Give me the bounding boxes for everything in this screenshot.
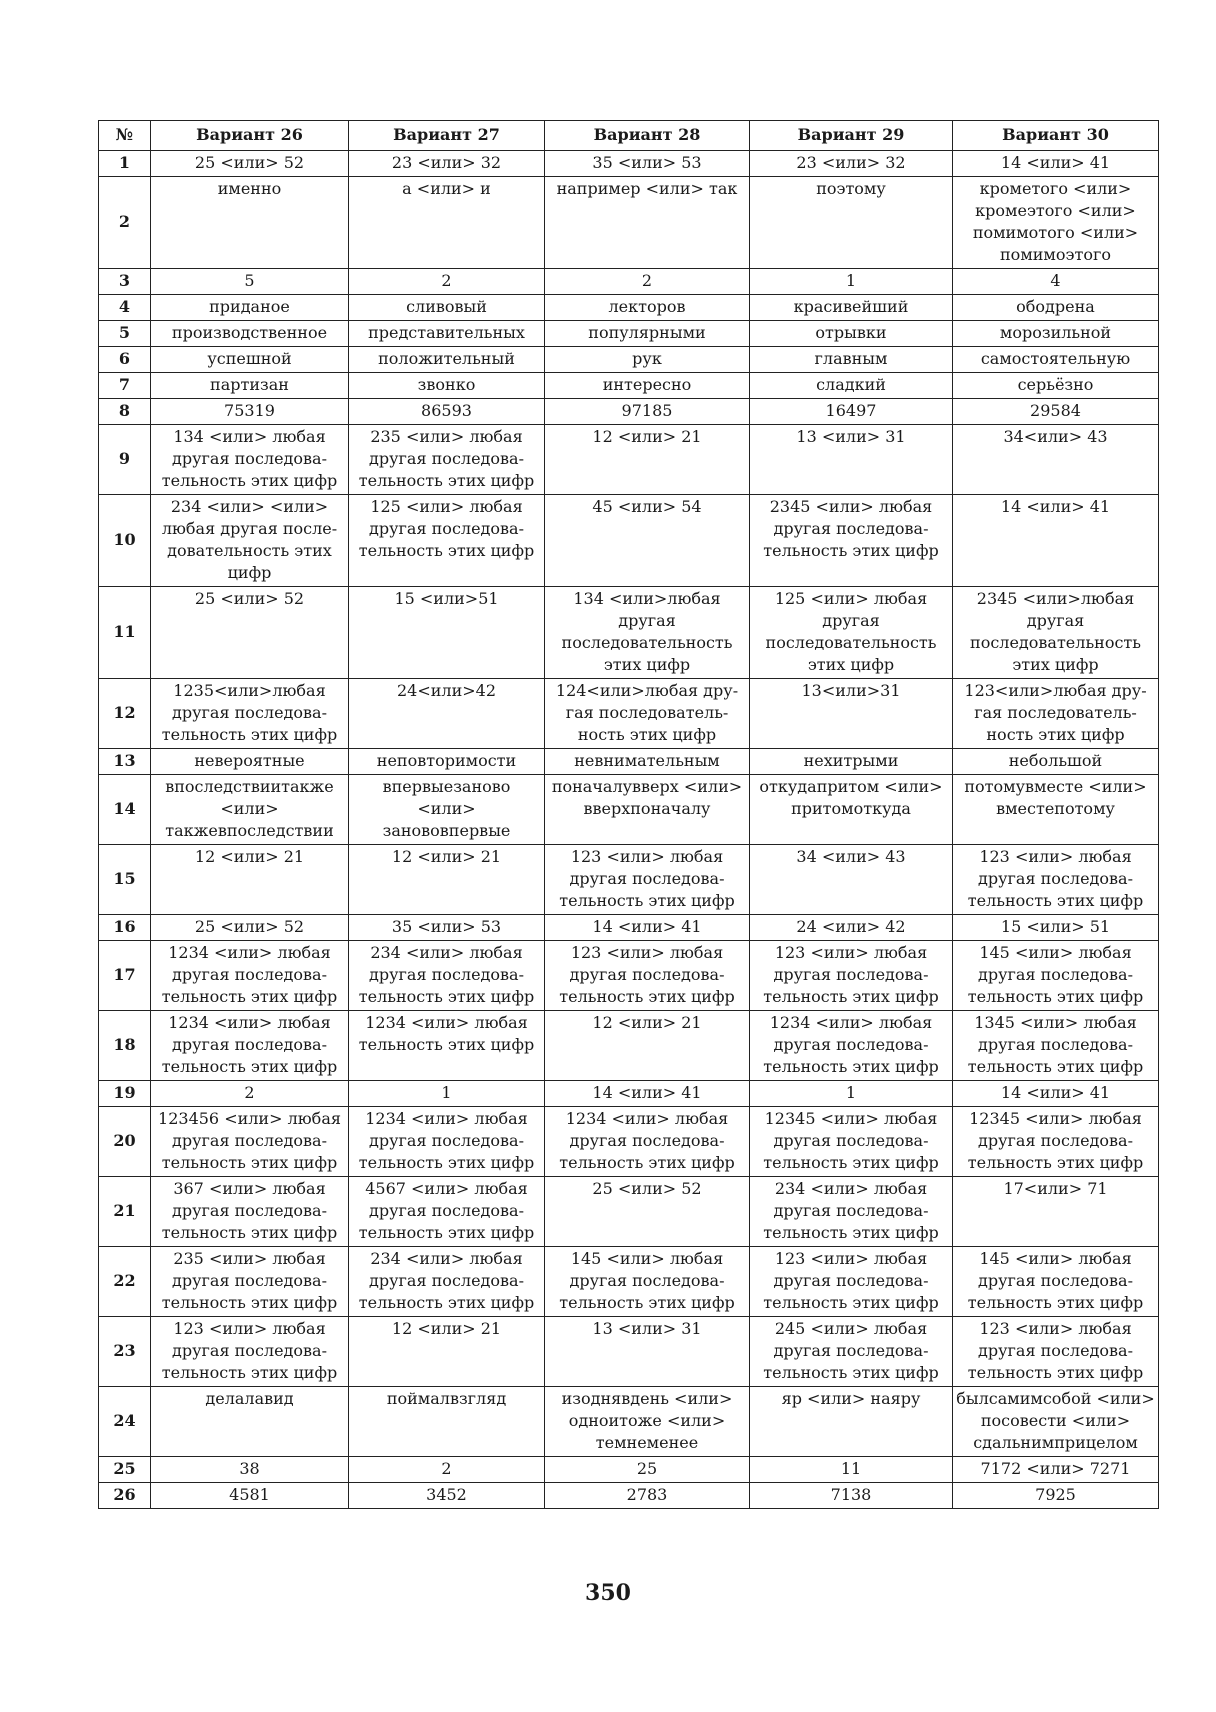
- answer-cell-variant-29: 16497: [750, 399, 953, 425]
- answer-cell-variant-27: 2: [349, 1457, 545, 1483]
- answer-cell-variant-29: сладкий: [750, 373, 953, 399]
- answer-cell-variant-26: 234 <или> <или> любая другая после- довательность этих цифр: [151, 495, 349, 587]
- row-number: 18: [99, 1011, 151, 1081]
- table-row: [99, 399, 1159, 425]
- answer-cell-variant-30: небольшой: [953, 749, 1159, 775]
- answer-cell-variant-30: 145 <или> любая другая последова- тельность этих цифр: [953, 1247, 1159, 1317]
- row-number: 10: [99, 495, 151, 587]
- header-row: [99, 121, 1159, 151]
- row-number: 22: [99, 1247, 151, 1317]
- answer-cell-variant-30: 15 <или> 51: [953, 915, 1159, 941]
- header-variant-30: Вариант 30: [953, 121, 1159, 151]
- answer-cell-variant-28: 2: [545, 269, 750, 295]
- row-number: 16: [99, 915, 151, 941]
- answer-cell-variant-29: 34 <или> 43: [750, 845, 953, 915]
- answer-cell-variant-29: откудапритом <или> притомоткуда: [750, 775, 953, 845]
- answer-cell-variant-26: 1234 <или> любая другая последова- тельность этих цифр: [151, 941, 349, 1011]
- answer-cell-variant-27: 235 <или> любая другая последова- тельность этих цифр: [349, 425, 545, 495]
- answer-cell-variant-28: рук: [545, 347, 750, 373]
- row-number: 14: [99, 775, 151, 845]
- table-row: [99, 1247, 1159, 1317]
- answer-cell-variant-27: 35 <или> 53: [349, 915, 545, 941]
- answer-cell-variant-27: впервыезаново <или> занововпервые: [349, 775, 545, 845]
- table-row: [99, 425, 1159, 495]
- table-row: [99, 347, 1159, 373]
- answer-cell-variant-26: успешной: [151, 347, 349, 373]
- answer-cell-variant-30: 34<или> 43: [953, 425, 1159, 495]
- answer-cell-variant-28: 35 <или> 53: [545, 151, 750, 177]
- answer-cell-variant-28: изоднявдень <или> одноитоже <или> темнеменее: [545, 1387, 750, 1457]
- answer-cell-variant-29: 1: [750, 269, 953, 295]
- table-row: [99, 295, 1159, 321]
- row-number: 19: [99, 1081, 151, 1107]
- answer-cell-variant-30: 14 <или> 41: [953, 1081, 1159, 1107]
- answer-cell-variant-28: 12 <или> 21: [545, 425, 750, 495]
- answer-cell-variant-29: 13<или>31: [750, 679, 953, 749]
- answer-cell-variant-30: 14 <или> 41: [953, 151, 1159, 177]
- table-row: [99, 1387, 1159, 1457]
- answer-cell-variant-27: 4567 <или> любая другая последова- тельность этих цифр: [349, 1177, 545, 1247]
- answer-cell-variant-27: а <или> и: [349, 177, 545, 269]
- table-row: [99, 1107, 1159, 1177]
- answer-cell-variant-29: красивейший: [750, 295, 953, 321]
- answer-cell-variant-28: поначалувверх <или> вверхпоначалу: [545, 775, 750, 845]
- answer-cell-variant-26: 38: [151, 1457, 349, 1483]
- answer-cell-variant-30: 17<или> 71: [953, 1177, 1159, 1247]
- answer-cell-variant-28: 123 <или> любая другая последова- тельность этих цифр: [545, 845, 750, 915]
- answer-cell-variant-30: 14 <или> 41: [953, 495, 1159, 587]
- answer-cell-variant-30: серьёзно: [953, 373, 1159, 399]
- row-number: 2: [99, 177, 151, 269]
- answer-cell-variant-27: 234 <или> любая другая последова- тельность этих цифр: [349, 1247, 545, 1317]
- answer-cell-variant-27: 23 <или> 32: [349, 151, 545, 177]
- answer-cell-variant-26: производственное: [151, 321, 349, 347]
- answer-cell-variant-30: ободрена: [953, 295, 1159, 321]
- answer-cell-variant-26: партизан: [151, 373, 349, 399]
- row-number: 13: [99, 749, 151, 775]
- answer-cell-variant-26: 123456 <или> любая другая последова- тельность этих цифр: [151, 1107, 349, 1177]
- row-number: 12: [99, 679, 151, 749]
- row-number: 23: [99, 1317, 151, 1387]
- answer-cell-variant-27: 1234 <или> любая другая последова- тельность этих цифр: [349, 1107, 545, 1177]
- answer-cell-variant-28: 134 <или>любая другая последовательность этих цифр: [545, 587, 750, 679]
- table-row: [99, 1457, 1159, 1483]
- answer-cell-variant-28: 97185: [545, 399, 750, 425]
- answer-cell-variant-29: 234 <или> любая другая последова- тельность этих цифр: [750, 1177, 953, 1247]
- row-number: 9: [99, 425, 151, 495]
- answer-cell-variant-27: 125 <или> любая другая последова- тельность этих цифр: [349, 495, 545, 587]
- page-number: 350: [585, 1580, 631, 1606]
- answer-cell-variant-26: невероятные: [151, 749, 349, 775]
- answer-cell-variant-28: 1234 <или> любая другая последова- тельность этих цифр: [545, 1107, 750, 1177]
- answer-cell-variant-28: 2783: [545, 1483, 750, 1509]
- answer-cell-variant-30: 12345 <или> любая другая последова- тельность этих цифр: [953, 1107, 1159, 1177]
- answer-cell-variant-26: 12 <или> 21: [151, 845, 349, 915]
- answer-cell-variant-27: 24<или>42: [349, 679, 545, 749]
- table-row: [99, 1081, 1159, 1107]
- table-body: [99, 151, 1159, 1509]
- header-variant-26: Вариант 26: [151, 121, 349, 151]
- table-row: [99, 1483, 1159, 1509]
- answer-cell-variant-27: 2: [349, 269, 545, 295]
- answer-cell-variant-27: 234 <или> любая другая последова- тельность этих цифр: [349, 941, 545, 1011]
- answer-cell-variant-26: 25 <или> 52: [151, 915, 349, 941]
- answer-cell-variant-27: сливовый: [349, 295, 545, 321]
- table-row: [99, 1317, 1159, 1387]
- answer-cell-variant-28: 124<или>любая дру- гая последователь- ность этих цифр: [545, 679, 750, 749]
- answer-cell-variant-28: 145 <или> любая другая последова- тельность этих цифр: [545, 1247, 750, 1317]
- answer-cell-variant-28: невнимательным: [545, 749, 750, 775]
- answer-cell-variant-29: главным: [750, 347, 953, 373]
- answer-cell-variant-26: 1235<или>любая другая последова- тельность этих цифр: [151, 679, 349, 749]
- table-header: [99, 121, 1159, 151]
- row-number: 8: [99, 399, 151, 425]
- row-number: 5: [99, 321, 151, 347]
- table-row: [99, 749, 1159, 775]
- row-number: 7: [99, 373, 151, 399]
- table-row: [99, 915, 1159, 941]
- answer-cell-variant-29: 12345 <или> любая другая последова- тельность этих цифр: [750, 1107, 953, 1177]
- answer-cell-variant-27: 3452: [349, 1483, 545, 1509]
- answer-cell-variant-27: звонко: [349, 373, 545, 399]
- answer-cell-variant-28: интересно: [545, 373, 750, 399]
- answer-cell-variant-29: 11: [750, 1457, 953, 1483]
- answer-cell-variant-27: положительный: [349, 347, 545, 373]
- table-row: [99, 587, 1159, 679]
- answer-cell-variant-29: 23 <или> 32: [750, 151, 953, 177]
- answer-cell-variant-30: 123 <или> любая другая последова- тельность этих цифр: [953, 845, 1159, 915]
- answer-cell-variant-29: 13 <или> 31: [750, 425, 953, 495]
- answer-cell-variant-30: 145 <или> любая другая последова- тельность этих цифр: [953, 941, 1159, 1011]
- answer-cell-variant-30: 1345 <или> любая другая последова- тельность этих цифр: [953, 1011, 1159, 1081]
- answer-cell-variant-30: 7172 <или> 7271: [953, 1457, 1159, 1483]
- answer-cell-variant-27: 86593: [349, 399, 545, 425]
- answer-cell-variant-26: 123 <или> любая другая последова- тельность этих цифр: [151, 1317, 349, 1387]
- answer-cell-variant-26: 5: [151, 269, 349, 295]
- answer-cell-variant-29: 7138: [750, 1483, 953, 1509]
- table-row: [99, 177, 1159, 269]
- row-number: 15: [99, 845, 151, 915]
- answer-cell-variant-26: делалавид: [151, 1387, 349, 1457]
- header-variant-29: Вариант 29: [750, 121, 953, 151]
- row-number: 4: [99, 295, 151, 321]
- answer-cell-variant-27: поймалвзгляд: [349, 1387, 545, 1457]
- answer-cell-variant-29: 1: [750, 1081, 953, 1107]
- answer-cell-variant-26: 235 <или> любая другая последова- тельность этих цифр: [151, 1247, 349, 1317]
- table-row: [99, 151, 1159, 177]
- answer-cell-variant-28: например <или> так: [545, 177, 750, 269]
- table-row: [99, 775, 1159, 845]
- table-row: [99, 845, 1159, 915]
- table-row: [99, 495, 1159, 587]
- answer-cell-variant-28: 123 <или> любая другая последова- тельность этих цифр: [545, 941, 750, 1011]
- answer-cell-variant-26: 367 <или> любая другая последова- тельность этих цифр: [151, 1177, 349, 1247]
- answer-cell-variant-26: 134 <или> любая другая последова- тельность этих цифр: [151, 425, 349, 495]
- answer-cell-variant-30: 123<или>любая дру- гая последователь- ность этих цифр: [953, 679, 1159, 749]
- answer-cell-variant-28: 25 <или> 52: [545, 1177, 750, 1247]
- answer-cell-variant-26: приданое: [151, 295, 349, 321]
- answer-cell-variant-29: 245 <или> любая другая последова- тельность этих цифр: [750, 1317, 953, 1387]
- answer-cell-variant-27: 12 <или> 21: [349, 845, 545, 915]
- table-row: [99, 321, 1159, 347]
- table-row: [99, 1177, 1159, 1247]
- answer-cell-variant-28: 14 <или> 41: [545, 915, 750, 941]
- answer-cell-variant-30: 7925: [953, 1483, 1159, 1509]
- answer-cell-variant-26: 1234 <или> любая другая последова- тельность этих цифр: [151, 1011, 349, 1081]
- answer-cell-variant-28: 12 <или> 21: [545, 1011, 750, 1081]
- answer-cell-variant-30: 2345 <или>любая другая последовательность этих цифр: [953, 587, 1159, 679]
- row-number: 20: [99, 1107, 151, 1177]
- answer-cell-variant-29: яр <или> наяру: [750, 1387, 953, 1457]
- answer-cell-variant-30: 123 <или> любая другая последова- тельность этих цифр: [953, 1317, 1159, 1387]
- answer-cell-variant-30: морозильной: [953, 321, 1159, 347]
- answer-cell-variant-26: 4581: [151, 1483, 349, 1509]
- table-row: [99, 373, 1159, 399]
- row-number: 21: [99, 1177, 151, 1247]
- row-number: 25: [99, 1457, 151, 1483]
- answer-cell-variant-29: 125 <или> любая другая последовательность этих цифр: [750, 587, 953, 679]
- answer-cell-variant-29: 24 <или> 42: [750, 915, 953, 941]
- answer-cell-variant-26: 2: [151, 1081, 349, 1107]
- answer-cell-variant-30: 29584: [953, 399, 1159, 425]
- row-number: 11: [99, 587, 151, 679]
- answer-cell-variant-28: 14 <или> 41: [545, 1081, 750, 1107]
- answer-cell-variant-27: 1: [349, 1081, 545, 1107]
- answer-cell-variant-28: 45 <или> 54: [545, 495, 750, 587]
- table-row: [99, 941, 1159, 1011]
- table-row: [99, 679, 1159, 749]
- answer-cell-variant-30: самостоятельную: [953, 347, 1159, 373]
- header-variant-28: Вариант 28: [545, 121, 750, 151]
- answer-cell-variant-29: 2345 <или> любая другая последова- тельность этих цифр: [750, 495, 953, 587]
- row-number: 6: [99, 347, 151, 373]
- row-number: 26: [99, 1483, 151, 1509]
- table-row: [99, 1011, 1159, 1081]
- row-number: 17: [99, 941, 151, 1011]
- header-variant-27: Вариант 27: [349, 121, 545, 151]
- header-number: №: [99, 121, 151, 151]
- answer-cell-variant-27: представительных: [349, 321, 545, 347]
- answer-cell-variant-29: отрывки: [750, 321, 953, 347]
- answer-cell-variant-30: крометого <или> кромеэтого <или> помимотого <или> помимоэтого: [953, 177, 1159, 269]
- answer-cell-variant-28: лекторов: [545, 295, 750, 321]
- answer-cell-variant-27: 12 <или> 21: [349, 1317, 545, 1387]
- answer-table: [98, 120, 1159, 1509]
- answer-cell-variant-29: 1234 <или> любая другая последова- тельность этих цифр: [750, 1011, 953, 1081]
- row-number: 1: [99, 151, 151, 177]
- answer-cell-variant-27: 1234 <или> любая тельность этих цифр: [349, 1011, 545, 1081]
- answer-cell-variant-28: 25: [545, 1457, 750, 1483]
- row-number: 24: [99, 1387, 151, 1457]
- row-number: 3: [99, 269, 151, 295]
- answer-cell-variant-29: нехитрыми: [750, 749, 953, 775]
- answer-cell-variant-26: именно: [151, 177, 349, 269]
- table-row: [99, 269, 1159, 295]
- answer-cell-variant-30: потомувместе <или> вместепотому: [953, 775, 1159, 845]
- answer-cell-variant-26: впоследствиитакже <или> такжевпоследствии: [151, 775, 349, 845]
- answer-cell-variant-26: 25 <или> 52: [151, 151, 349, 177]
- answer-cell-variant-30: 4: [953, 269, 1159, 295]
- answer-cell-variant-26: 75319: [151, 399, 349, 425]
- answer-cell-variant-28: популярными: [545, 321, 750, 347]
- answer-cell-variant-26: 25 <или> 52: [151, 587, 349, 679]
- answer-cell-variant-27: неповторимости: [349, 749, 545, 775]
- answer-cell-variant-29: 123 <или> любая другая последова- тельность этих цифр: [750, 1247, 953, 1317]
- answer-cell-variant-27: 15 <или>51: [349, 587, 545, 679]
- answer-cell-variant-30: былсамимсобой <или> посовести <или> сдальнимприцелом: [953, 1387, 1159, 1457]
- answer-cell-variant-29: поэтому: [750, 177, 953, 269]
- answer-cell-variant-29: 123 <или> любая другая последова- тельность этих цифр: [750, 941, 953, 1011]
- answer-cell-variant-28: 13 <или> 31: [545, 1317, 750, 1387]
